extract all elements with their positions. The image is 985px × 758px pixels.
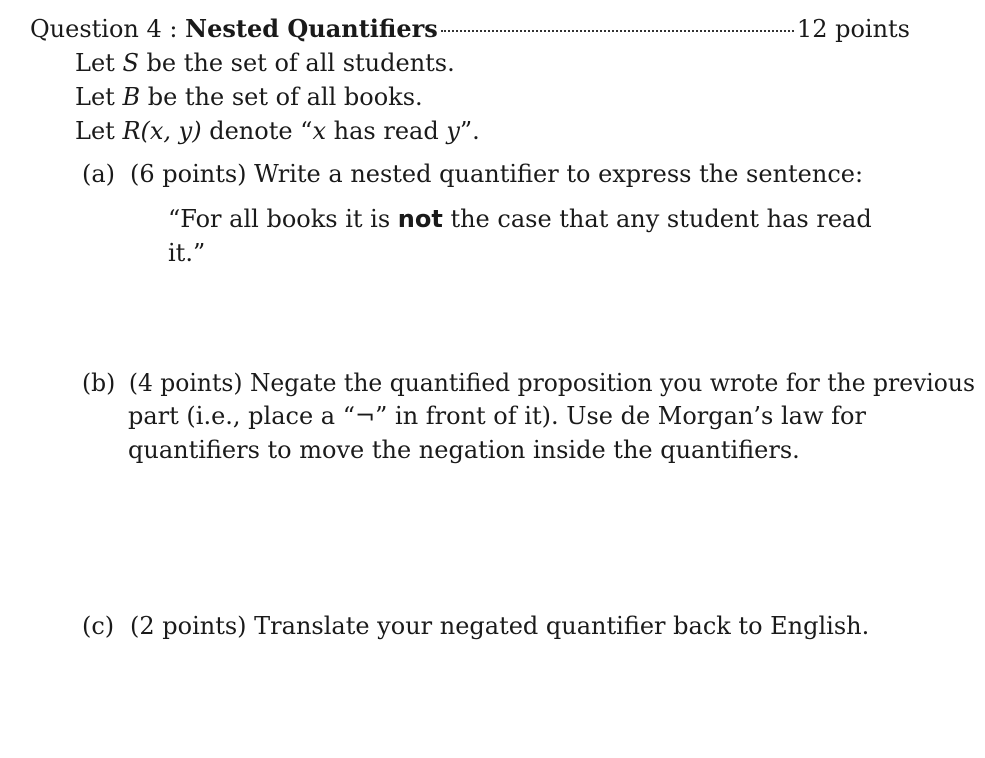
part-b-text1: (4 points) Negate the quantified proposition you wrote for the previous [128,369,975,397]
part-c-label: (c) [82,612,115,640]
dot-leader [441,30,794,32]
setup-r-end: ”. [459,117,480,145]
setup-line-b [75,83,423,111]
question-prefix: Question 4 : [30,15,178,43]
var-r: R [122,117,141,145]
setup-line-r [75,117,480,145]
var-x: x [312,117,326,145]
question-points: 12 points [796,15,910,43]
setup-b-pre: Let [75,83,115,111]
question-heading [30,15,910,43]
var-s: S [122,49,139,77]
setup-r-mid2: has read [326,117,447,145]
part-a [82,160,863,188]
part-b-label: (b) [82,369,116,397]
part-b-line1 [82,369,975,397]
part-a-text: (6 points) Write a nested quantifier to express the sentence: [130,160,864,188]
part-a-label: (a) [82,160,116,188]
quote-pre: “For all books it is [168,205,398,233]
var-r-args: (x, y) [140,117,202,145]
part-b-line2: part (i.e., place a “¬” in front of it). Use de Morgan’s law for [128,402,866,430]
setup-b-post: be the set of all books. [147,83,423,111]
part-b-line3: quantifiers to move the negation inside the quantifiers. [128,436,800,464]
quote-post: the case that any student has read [442,205,872,233]
setup-r-mid: denote “ [209,117,313,145]
part-a-quote-line1 [168,205,872,233]
part-c-text: (2 points) Translate your negated quantifier back to English. [130,612,870,640]
quote-bold: not [397,205,443,233]
setup-s-pre: Let [75,49,115,77]
setup-r-pre: Let [75,117,115,145]
var-y: y [446,117,460,145]
question-title: Nested Quantifiers [185,14,438,43]
setup-s-post: be the set of all students. [146,49,455,77]
var-b: B [122,83,141,111]
part-c [82,612,869,640]
setup-line-s [75,49,455,77]
part-a-quote-line2: it.” [168,239,206,267]
